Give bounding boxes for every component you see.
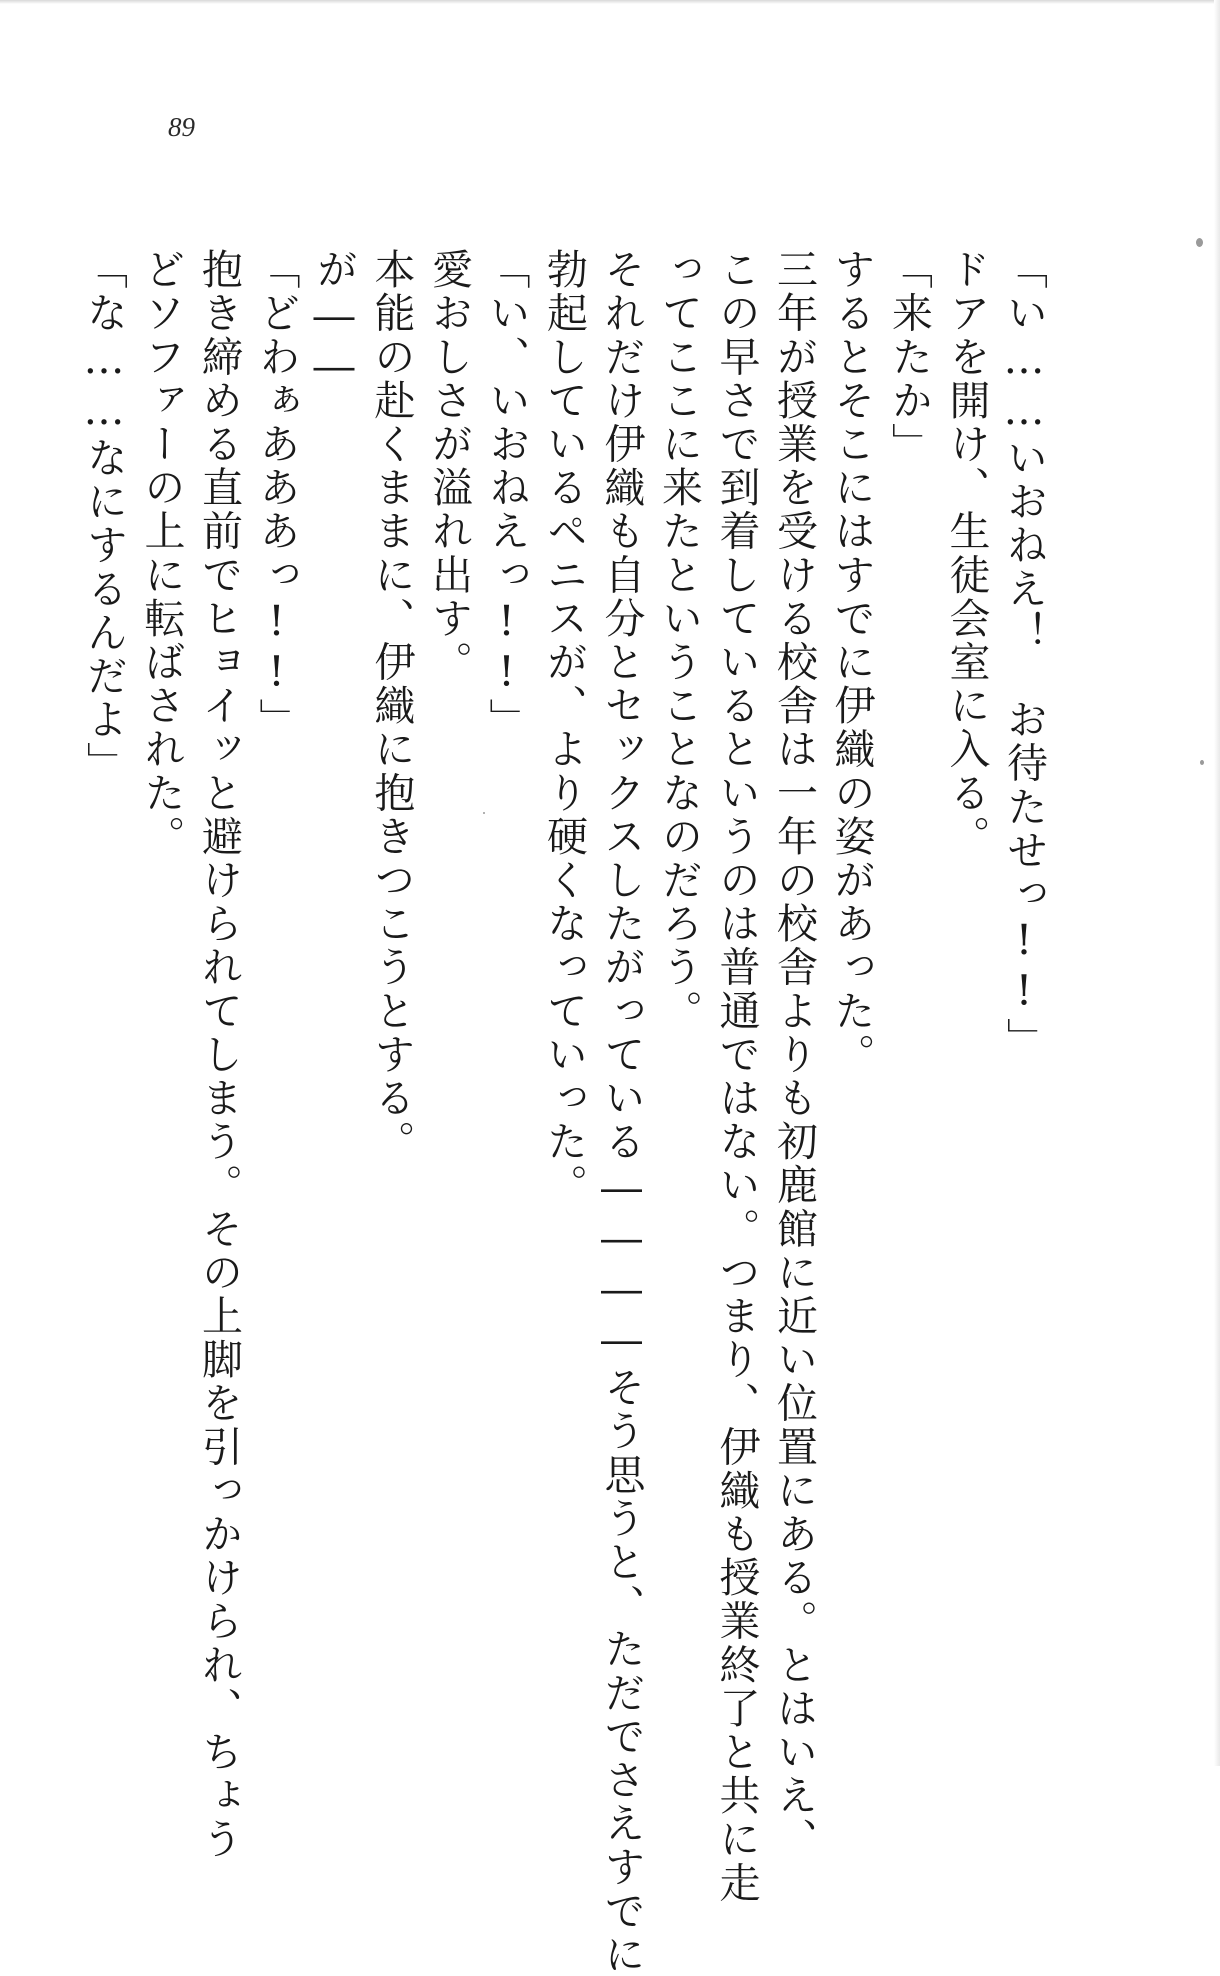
scan-right-edge [1214, 0, 1220, 1766]
page-number: 89 [168, 112, 195, 142]
text-line: この早さで到着しているというのは普通ではない。つまり、伊織も授業終了と共に走 [712, 248, 761, 1905]
text-line: が―― [310, 248, 358, 393]
text-line: それだけ伊織も自分とセックスしたがっている――――そう思うと、ただでさえすでに [597, 248, 646, 1976]
text-line: ドアを開け、生徒会室に入る。 [942, 248, 991, 859]
text-line: ってここに来たということなのだろう。 [655, 248, 703, 1033]
body-text [75, 248, 1053, 1976]
scan-speck [1196, 238, 1203, 247]
text-line: するとそこにはすでに伊織の姿があった。 [827, 248, 876, 1077]
text-line: 「どわぁあああっ!!」 [252, 248, 301, 742]
text-line: 勃起しているペニスが、より硬くなっていった。 [540, 248, 588, 1208]
text-line: 「な……なにするんだよ」 [80, 248, 128, 786]
text-line: 抱き締める直前でヒョイッと避けられてしまう。その上脚を引っかけられ、ちょう [195, 248, 243, 1862]
text-line: 「い、いおねえっ!!」 [482, 248, 531, 742]
text-line: 愛おしさが溢れ出す。 [425, 248, 473, 684]
scan-speck [1200, 760, 1204, 765]
scan-top-edge [0, 0, 1220, 4]
text-line: 「い……いおねえ！ お待たせっ!!」 [1000, 248, 1048, 1061]
text-line: 三年が授業を受ける校舎は一年の校舎よりも初鹿館に近い位置にある。とはいえ、 [770, 248, 818, 1862]
text-line: 「来たか」 [885, 248, 933, 466]
text-line: どソファーの上に転ばされた。 [137, 248, 186, 859]
text-line: 本能の赴くままに、伊織に抱きつこうとする。 [367, 248, 416, 1164]
